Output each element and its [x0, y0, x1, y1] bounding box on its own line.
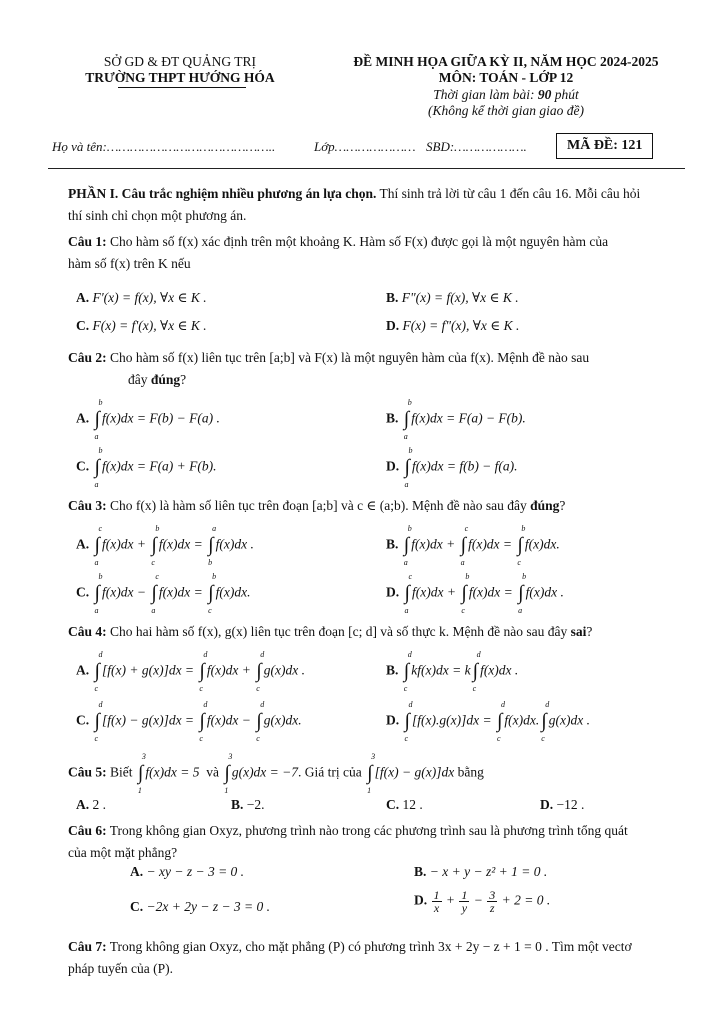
question-3: [68, 495, 688, 517]
q5-option-c[interactable]: C. 12 .: [386, 797, 423, 812]
school-name: TRƯỜNG THPT HƯỚNG HÓA: [85, 70, 275, 85]
question-5: Câu 5: Biết ∫ 3 1 f(x)dx = 5 và ∫ 3 1 g(x)dx = −7. Giá trị của ∫ 3 1 [f(x) − g(x)]dx bằng: [68, 752, 484, 795]
q4-option-d[interactable]: D. ∫ d c [f(x).g(x)]dx = ∫ d c f(x)dx. ∫ d c g(x)dx .: [386, 700, 590, 743]
q2-text-2-post: ?: [180, 372, 187, 387]
question-6: [68, 820, 688, 864]
time-note: (Không kể thời gian giao đề): [427, 103, 585, 118]
q1-d-text: F(x) = f"(x), ∀x ∈ K .: [402, 318, 520, 333]
q1-option-c[interactable]: C. F(x) = f'(x), ∀x ∈ K .: [76, 318, 207, 333]
section-instruction: Thí sinh trả lời từ câu 1 đến câu 16. Mỗi câu hỏi: [376, 186, 641, 201]
q6-option-b[interactable]: B. − x + y − z² + 1 = 0 .: [414, 864, 548, 879]
q5-eq3: [f(x) − g(x)]dx: [374, 764, 455, 780]
q2-option-d[interactable]: D. ∫ b a f(x)dx = f(b) − f(a).: [386, 446, 518, 489]
question-4: [68, 621, 688, 643]
q2-label: Câu 2:: [68, 350, 107, 365]
q1-label: Câu 1:: [68, 234, 107, 249]
q5-option-b[interactable]: B. −2.: [231, 797, 265, 812]
q6-d-tail: + 2 = 0 .: [501, 892, 551, 908]
integral-sign: ∫ b a: [404, 446, 413, 489]
q4-label: Câu 4:: [68, 624, 107, 639]
q1-option-b[interactable]: B. F"(x) = f(x), ∀x ∈ K .: [386, 290, 519, 305]
q5-eq2: g(x)dx = −7: [231, 764, 299, 780]
q5-eq1: f(x)dx = 5: [145, 764, 200, 780]
q6-option-d[interactable]: D. $\frac{1}{x}$ + $\frac{1}{y}$ − $\frac{3}{z}$ + 2 = 0 .: [414, 888, 551, 915]
q2-text-2-bold: đúng: [150, 372, 181, 387]
q6-a-text: − xy − z − 3 = 0 .: [146, 864, 245, 879]
q3-text-pre: Cho f(x) là hàm số liên tục trên đoạn [a;b] và c ∈ (a;b). Mệnh đề nào sau đây: [110, 498, 531, 513]
name-field: Họ và tên:……………………………………..: [52, 139, 276, 154]
q2-c-text: f(x)dx = F(a) + F(b).: [101, 458, 217, 474]
time-value: 90: [537, 87, 552, 102]
q6-label: Câu 6:: [68, 823, 107, 838]
q1-option-a[interactable]: A. F'(x) = f(x), ∀x ∈ K .: [76, 290, 207, 305]
sbd-field: SBD:……………….: [426, 139, 527, 154]
q1-text-2: hàm số f(x) trên K nếu: [68, 256, 191, 271]
q4-option-c[interactable]: C. ∫ d c [f(x) − g(x)]dx = ∫ d c f(x)dx − ∫ d c g(x)dx.: [76, 700, 302, 743]
question-1: [68, 231, 688, 275]
class-field: Lớp…………………: [314, 139, 416, 154]
question-2: [68, 347, 688, 391]
q2-option-c[interactable]: C. ∫ b a f(x)dx = F(a) + F(b).: [76, 446, 217, 489]
q5-c-text: 12 .: [402, 797, 423, 812]
q2-text-1: Cho hàm số f(x) liên tục trên [a;b] và F(x) là một nguyên hàm của f(x). Mệnh đề nào sau: [110, 350, 590, 365]
q5-gia-tri: . Giá trị của: [298, 764, 362, 780]
q1-a-text: F'(x) = f(x), ∀x ∈ K .: [92, 290, 207, 305]
q2-text-2-pre: đây: [128, 372, 151, 387]
integral-sign: ∫ b a: [403, 398, 412, 441]
section-instruction-2: thí sinh chỉ chọn một phương án.: [68, 208, 247, 223]
q4-text-post: ?: [586, 624, 593, 639]
q4-text-pre: Cho hai hàm số f(x), g(x) liên tục trên đoạn [c; d] và số thực k. Mệnh đề nào sau đây: [110, 624, 571, 639]
q5-biet: Biết: [110, 764, 133, 780]
exam-code-box: MÃ ĐỀ: 121: [556, 133, 653, 159]
q1-option-d[interactable]: D. F(x) = f"(x), ∀x ∈ K .: [386, 318, 520, 333]
q4-option-a[interactable]: A. ∫ d c [f(x) + g(x)]dx = ∫ d c f(x)dx + ∫ d c g(x)dx .: [76, 650, 305, 693]
subject-title: MÔN: TOÁN - LỚP 12: [438, 70, 574, 85]
q7-text-1: Trong không gian Oxyz, cho mặt phẳng (P) có phương trình 3x + 2y − z + 1 = 0 . Tìm một vectơ: [109, 939, 632, 954]
q2-b-text: f(x)dx = F(a) − F(b).: [411, 410, 526, 426]
q6-option-c[interactable]: C. −2x + 2y − z − 3 = 0 .: [130, 899, 271, 914]
time-line: [318, 87, 694, 103]
q1-text-1: Cho hàm số f(x) xác định trên một khoảng K. Hàm số F(x) được gọi là một nguyên hàm của: [110, 234, 609, 249]
q1-c-text: F(x) = f'(x), ∀x ∈ K .: [92, 318, 207, 333]
q6-option-a[interactable]: A. − xy − z − 3 = 0 .: [130, 864, 245, 879]
time-prefix: Thời gian làm bài:: [433, 87, 535, 102]
dept-name: SỞ GD & ĐT QUẢNG TRỊ: [103, 54, 257, 69]
question-7: [68, 936, 688, 980]
q7-label: Câu 7:: [68, 939, 107, 954]
q4-text-bold: sai: [570, 624, 587, 639]
q2-option-a[interactable]: A. ∫ b a f(x)dx = F(b) − F(a) .: [76, 398, 220, 441]
q3-option-d[interactable]: D. ∫ c a f(x)dx + ∫ b c f(x)dx = ∫ b a f(x)dx .: [386, 572, 564, 615]
q3-option-c[interactable]: C. ∫ b a f(x)dx − ∫ c a f(x)dx = ∫ b c f(x)dx.: [76, 572, 251, 615]
q5-d-text: −12 .: [556, 797, 585, 812]
q5-bang: bằng: [457, 764, 484, 780]
q5-label: Câu 5:: [68, 764, 107, 780]
q5-option-d[interactable]: D. −12 .: [540, 797, 585, 812]
q6-text-1: Trong không gian Oxyz, phương trình nào trong các phương trình sau là phương trình tổng quát: [109, 823, 628, 838]
q3-label: Câu 3:: [68, 498, 107, 513]
time-suffix: phút: [554, 87, 579, 102]
q2-d-text: f(x)dx = f(b) − f(a).: [411, 458, 518, 474]
header-divider: [48, 168, 685, 169]
school-underline: [118, 87, 246, 88]
integral-sign: ∫ b a: [94, 446, 103, 489]
q5-option-a[interactable]: A. 2 .: [76, 797, 106, 812]
q6-text-2: của một mặt phẳng?: [68, 845, 178, 860]
q7-text-2: pháp tuyến của (P).: [68, 961, 173, 976]
section-title: PHẦN I. Câu trắc nghiệm nhiều phương án lựa chọn.: [68, 186, 377, 201]
q5-b-text: −2.: [246, 797, 265, 812]
integral-sign: ∫ b a: [94, 398, 103, 441]
q2-a-text: f(x)dx = F(b) − F(a) .: [101, 410, 220, 426]
q6-b-text: − x + y − z² + 1 = 0 .: [429, 864, 548, 879]
q4-option-b[interactable]: B. ∫ d c kf(x)dx = k ∫ d c f(x)dx .: [386, 650, 519, 693]
q2-option-b[interactable]: B. ∫ b a f(x)dx = F(a) − F(b).: [386, 398, 526, 441]
q3-text-bold: đúng: [530, 498, 560, 513]
section-intro: [68, 183, 688, 227]
q1-b-text: F"(x) = f(x), ∀x ∈ K .: [401, 290, 519, 305]
q3-option-b[interactable]: B. ∫ b a f(x)dx + ∫ c a f(x)dx = ∫ b c f(x)dx.: [386, 524, 560, 567]
exam-title: ĐỀ MINH HỌA GIỮA KỲ II, NĂM HỌC 2024-2025: [353, 54, 659, 69]
q6-c-text: −2x + 2y − z − 3 = 0 .: [146, 899, 271, 914]
q3-text-post: ?: [559, 498, 566, 513]
q5-va: và: [206, 764, 219, 780]
q5-a-text: 2 .: [92, 797, 106, 812]
q3-option-a[interactable]: A. ∫ c a f(x)dx + ∫ b c f(x)dx = ∫ a b f(x)dx .: [76, 524, 254, 567]
